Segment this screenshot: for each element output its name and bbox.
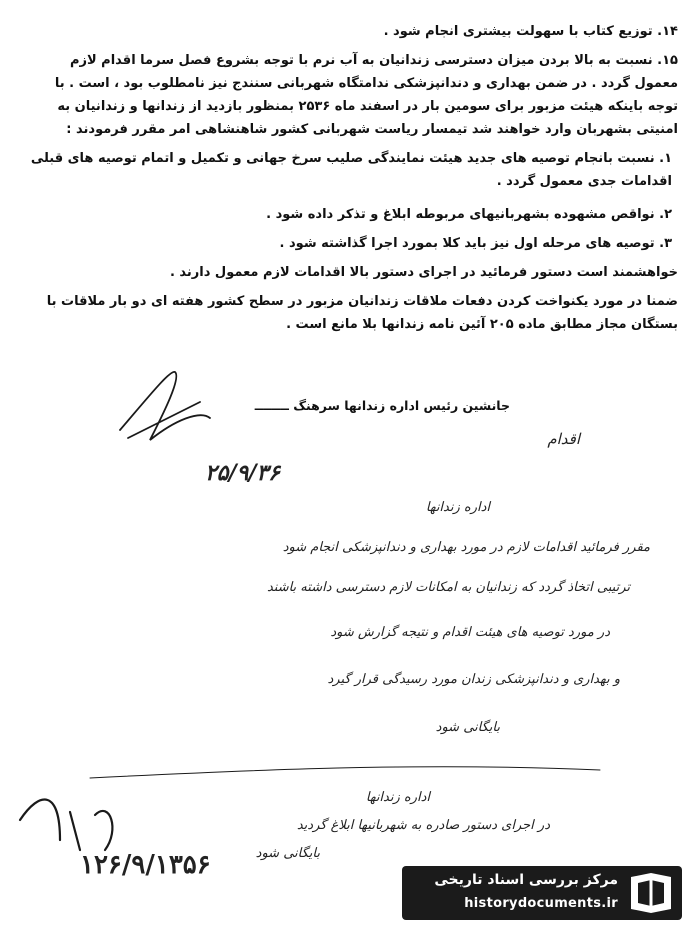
visits-note: ضمنا در مورد یکنواخت کردن دفعات ملاقات زندانیان مزبور در سطح کشور هفته ای دو بار ملاقات با بستگان مجاز مطابق ماده ۲۰۵ آئین نامه زندانها بلا مانع است .: [46, 294, 678, 332]
archive-logo-icon: [626, 871, 676, 915]
bottom-scribble: [20, 800, 112, 850]
watermark-url: historydocuments.ir: [464, 896, 618, 911]
handwritten-line-3: ترتیبی اتخاذ گردد که زندانیان به امکانات لازم دسترسی داشته باشند: [266, 580, 630, 595]
item-14: ۱۴. توزیع کتاب با سهولت بیشتری انجام شود .: [383, 24, 678, 39]
watermark-badge: [402, 866, 682, 920]
item-15: ۱۵. نسبت به بالا بردن میزان دسترسی زندانیان به آب نرم با توجه بشروع فصل سرما اقدام لازم معمول گردد . در ضمن بهداری و دندانپزشکی ندامتگاه شهربانی سنندج نیز نامطلوب بود ، است . با توجه باینکه هیئت مزبور برای سومین بار در اسفند ماه ۲۵۳۶ بمنظور بازدید از زندانها و زندانیان به امنیتی بشهربان وارد خواهند شد تیمسار ریاست شهربانی کشور شاهنشاهی امر مقرر فرمودند :: [54, 53, 678, 137]
handwritten-date: ۲۵/۹/۳۶: [204, 460, 280, 486]
handwritten-line-1: اداره زندانها: [425, 500, 490, 515]
handwritten-line-5: و بهداری و دندانپزشکی زندان مورد رسیدگی قرار گیرد: [327, 672, 620, 687]
order-3: ۳. توصیه های مرحله اول نیز باید کلا بمورد اجرا گذاشته شود .: [279, 236, 672, 251]
handwritten-bottom-line-3: بایگانی شود: [255, 846, 320, 861]
order-1: ۱. نسبت بانجام توصیه های جدید هیئت نمایندگی صلیب سرخ جهانی و تکمیل و اتمام توصیه های قبلی اقدامات جدی معمول گردد .: [30, 151, 672, 189]
handwritten-bottom-line-2: در اجرای دستور صادره به شهربانیها ابلاغ گردید: [296, 818, 550, 833]
handwritten-top-note: اقدام: [547, 430, 580, 448]
handwritten-line-4: در مورد توصیه های هیئت اقدام و نتیجه گزارش شود: [330, 625, 610, 640]
signature-line: جانشین رئیس اداره زندانها سرهنگ ــــــــ: [254, 398, 510, 413]
handwritten-line-2: مقرر فرمائید اقدامات لازم در مورد بهداری و دندانپزشکی انجام شود: [282, 540, 650, 555]
handwritten-line-6: بایگانی شود: [435, 720, 500, 735]
signature-scribble: [120, 372, 210, 440]
watermark-name: مرکز بررسی اسناد تاریخی: [434, 872, 618, 888]
handwritten-bottom-line-1: اداره زندانها: [365, 790, 430, 805]
request-line: خواهشمند است دستور فرمائید در اجرای دستور بالا اقدامات لازم معمول دارند .: [169, 265, 678, 280]
handwritten-bottom-number: ۱۲۶/۹/۱۳۵۶: [80, 850, 211, 880]
order-2: ۲. نواقص مشهوده بشهربانیهای مربوطه ابلاغ و تذکر داده شود .: [266, 207, 672, 222]
